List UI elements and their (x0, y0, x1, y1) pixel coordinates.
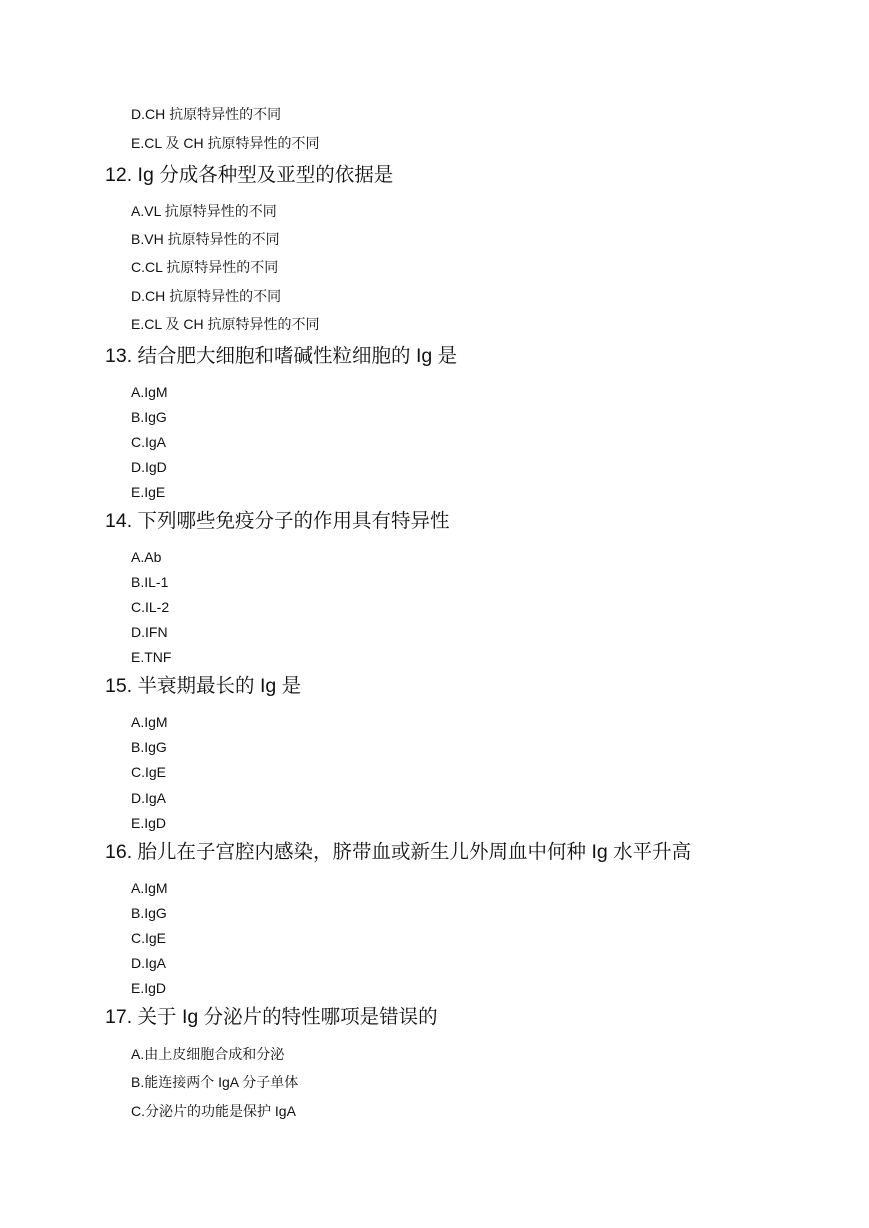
option-q13-d: D.IgD (131, 459, 167, 475)
option-q17-a: A.由上皮细胞合成和分泌 (131, 1046, 285, 1062)
option-q14-b: B.IL-1 (131, 574, 169, 590)
option-q14-c: C.IL-2 (131, 599, 170, 615)
option-q12-b: B.VH 抗原特异性的不同 (131, 231, 280, 247)
option-q15-a: A.IgM (131, 714, 168, 730)
option-q13-b: B.IgG (131, 409, 167, 425)
question-14-title: 14. 下列哪些免疫分子的作用具有特异性 (105, 510, 450, 532)
question-17-title: 17. 关于 Ig 分泌片的特性哪项是错误的 (105, 1006, 438, 1028)
option-q13-a: A.IgM (131, 384, 168, 400)
option-q12-e: E.CL 及 CH 抗原特异性的不同 (131, 316, 320, 332)
option-q12-c: C.CL 抗原特异性的不同 (131, 259, 279, 275)
option-q13-e: E.IgE (131, 484, 166, 500)
option-q15-c: C.IgE (131, 764, 167, 780)
option-q16-a: A.IgM (131, 880, 168, 896)
option-q16-b: B.IgG (131, 905, 167, 921)
option-q15-b: B.IgG (131, 739, 167, 755)
option-q15-e: E.IgD (131, 815, 167, 831)
option-q14-e: E.TNF (131, 649, 172, 665)
option-q11-d: D.CH 抗原特异性的不同 (131, 106, 282, 122)
option-q17-b: B.能连接两个 IgA 分子单体 (131, 1074, 299, 1090)
option-q14-a: A.Ab (131, 549, 162, 565)
question-15-title: 15. 半衰期最长的 Ig 是 (105, 675, 302, 697)
question-13-title: 13. 结合肥大细胞和嗜碱性粒细胞的 Ig 是 (105, 345, 458, 367)
option-q11-e: E.CL 及 CH 抗原特异性的不同 (131, 135, 320, 151)
option-q15-d: D.IgA (131, 790, 167, 806)
option-q12-d: D.CH 抗原特异性的不同 (131, 288, 282, 304)
question-16-title: 16. 胎儿在子宫腔内感染，脐带血或新生儿外周血中何种 Ig 水平升高 (105, 841, 692, 863)
option-q12-a: A.VL 抗原特异性的不同 (131, 203, 277, 219)
option-q17-c: C.分泌片的功能是保护 IgA (131, 1103, 296, 1119)
question-12-title: 12. Ig 分成各种型及亚型的依据是 (105, 164, 394, 186)
option-q16-d: D.IgA (131, 955, 167, 971)
option-q14-d: D.IFN (131, 624, 168, 640)
option-q13-c: C.IgA (131, 434, 167, 450)
option-q16-e: E.IgD (131, 980, 167, 996)
option-q16-c: C.IgE (131, 930, 167, 946)
